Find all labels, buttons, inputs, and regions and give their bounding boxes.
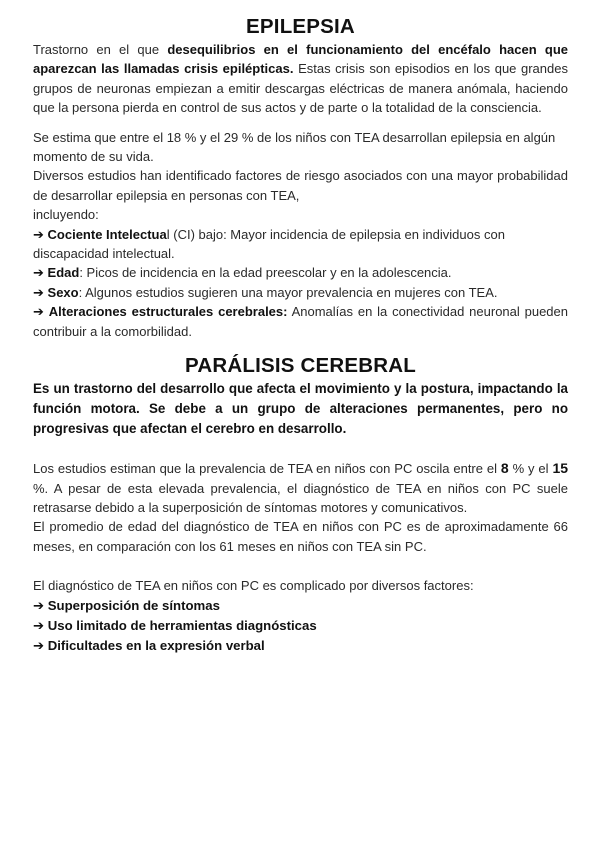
- including-label: incluyendo:: [33, 207, 99, 223]
- prevalence-number-high: 15: [552, 460, 569, 477]
- prevalence-text-1: Los estudios estiman que la prevalencia de TEA en niños con PC oscila entre el: [33, 461, 501, 477]
- arrow-right-icon: ➔: [33, 637, 45, 653]
- prevalence-text-2: % y el: [508, 461, 553, 477]
- risk-factors-intro: Diversos estudios han identificado factores de riesgo asociados con una mayor probabilidad de desarrollar epilepsia en personas con TEA,: [33, 168, 568, 203]
- factor-label: Alteraciones estructurales cerebrales:: [48, 304, 288, 320]
- factor-item: [33, 263, 568, 282]
- diagnosis-factor-item: [33, 596, 568, 616]
- factor-text: l (CI) bajo: Mayor incidencia de epilepsia en individuos con discapacidad intelectual.: [33, 226, 505, 262]
- paralisis-title: PARÁLISIS CEREBRAL: [184, 354, 416, 378]
- epilepsia-intro: [33, 40, 568, 118]
- arrow-right-icon: ➔: [33, 617, 45, 633]
- diagnosis-factor-text: Uso limitado de herramientas diagnósticas: [47, 617, 317, 633]
- arrow-right-icon: ➔: [33, 265, 44, 281]
- prevalence-paragraph: [33, 459, 568, 517]
- factor-item: [33, 283, 568, 302]
- factor-text: Anomalías en la conectividad neuronal pueden contribuir a la comorbilidad.: [33, 304, 568, 339]
- arrow-right-icon: ➔: [33, 284, 44, 300]
- arrow-right-icon: ➔: [33, 304, 44, 320]
- factor-label: Sexo: [47, 284, 79, 300]
- prevalence-text-3: %. A pesar de esta elevada prevalencia, el diagnóstico de TEA en niños con PC suele retrasarse debido a la superposición de síntomas motores y comunicativos.: [33, 480, 568, 515]
- intro-bold-text: desequilibrios en el funcionamiento del encéfalo hacen que aparezcan las llamadas crisis epilépticas.: [33, 42, 568, 77]
- factor-text: : Algunos estudios sugieren una mayor prevalencia en mujeres con TEA.: [78, 284, 498, 300]
- intro-text-1: Trastorno en el que: [33, 42, 168, 57]
- factor-label: Cociente Intelectua: [47, 226, 167, 242]
- epilepsia-title: EPILEPSIA: [246, 15, 355, 38]
- arrow-right-icon: ➔: [33, 597, 45, 613]
- paralisis-lead: Es un trastorno del desarrollo que afecta el movimiento y la postura, impactando la función motora. Se debe a un grupo de alteraciones permanentes, pero no progresivas que afectan el cerebro en desarrollo.: [33, 381, 568, 437]
- diagnosis-factor-text: Dificultades en la expresión verbal: [47, 637, 265, 653]
- diagnosis-factor-item: [33, 616, 568, 636]
- factor-item: [33, 225, 568, 264]
- diagnosis-age-paragraph: El promedio de edad del diagnóstico de TEA en niños con PC es de aproximadamente 66 meses, en comparación con los 61 meses en niños con TEA sin PC.: [33, 519, 568, 554]
- diagnosis-factor-item: [33, 636, 568, 656]
- intro-text-2: Estas crisis son episodios en los que grandes grupos de neuronas empiezan a emitir descargas eléctricas de manera anómala, haciendo que la persona pierda en control de sus actos y de parte o la totalidad de la consciencia.: [33, 61, 568, 116]
- arrow-right-icon: ➔: [33, 226, 44, 242]
- diagnosis-factors-intro: El diagnóstico de TEA en niños con PC es complicado por diversos factores:: [33, 578, 474, 594]
- prevalence-number-low: 8: [500, 460, 509, 477]
- diagnosis-factor-text: Superposición de síntomas: [47, 597, 220, 613]
- factor-text: : Picos de incidencia en la edad preescolar y en la adolescencia.: [79, 265, 452, 281]
- factor-item: [33, 302, 568, 341]
- epilepsia-stat: Se estima que entre el 18 % y el 29 % de los niños con TEA desarrollan epilepsia en algún momento de su vida.: [33, 129, 556, 165]
- factor-label: Edad: [47, 265, 80, 281]
